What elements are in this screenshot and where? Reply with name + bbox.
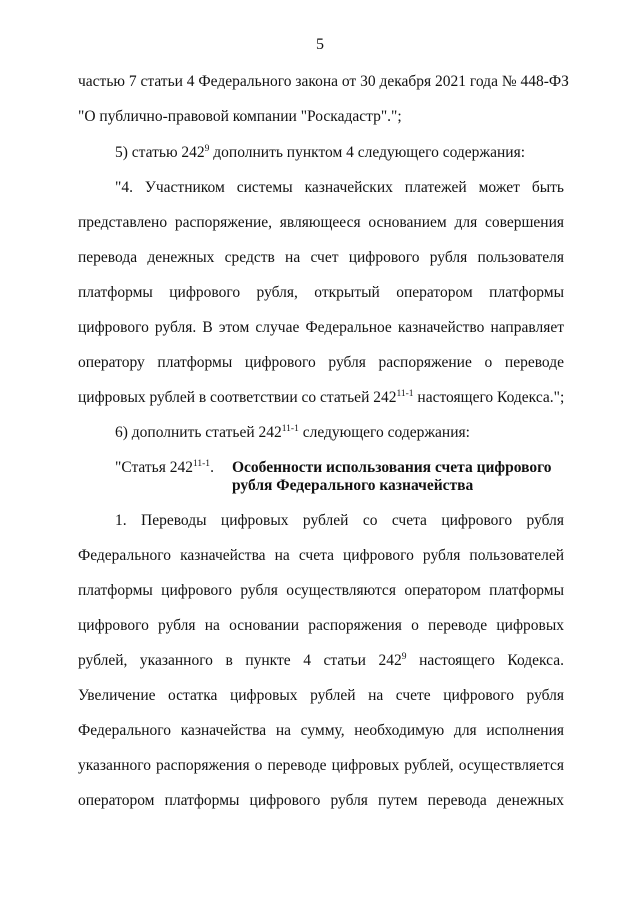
article-title: рубля Федерального казначейства xyxy=(232,477,474,494)
text-line: оператору платформы цифрового рубля распоряжение о переводе xyxy=(78,354,564,371)
text-line: "О публично-правовой компании "Роскадастр"."; xyxy=(78,108,402,125)
text-line: "4. Участником системы казначейских платежей может быть xyxy=(115,179,564,196)
article-label: "Статья 242$^{11-1}$. xyxy=(115,459,214,476)
text-line: платформы цифрового рубля осуществляются оператором платформы xyxy=(78,582,564,599)
text-line: Федерального казначейства на сумму, необходимую для исполнения xyxy=(78,722,564,739)
text-line: цифровых рублей в соответствии со статьей 242$^{11-1}$ настоящего Кодекса."; xyxy=(78,389,565,406)
article-title: Особенности использования счета цифрового xyxy=(232,459,552,476)
text-line: 1. Переводы цифровых рублей со счета цифрового рубля xyxy=(115,512,564,529)
text-line: цифрового рубля. В этом случае Федеральное казначейство направляет xyxy=(78,319,564,336)
text-line: цифрового рубля на основании распоряжения о переводе цифровых xyxy=(78,617,564,634)
text-line: рублей, указанного в пункте 4 статьи $242^9$ настоящего Кодекса. xyxy=(78,652,564,669)
text-line: перевода денежных средств на счет цифрового рубля пользователя xyxy=(78,249,564,266)
text-line: частью 7 статьи 4 Федерального закона от 30 декабря 2021 года № 448-ФЗ xyxy=(78,73,569,90)
text-line: 6) дополнить статьей 242$^{11-1}$ следующего содержания: xyxy=(115,424,470,441)
text-line: указанного распоряжения о переводе цифровых рублей, осуществляется xyxy=(78,757,564,774)
text-line: Увеличение остатка цифровых рублей на счете цифрового рубля xyxy=(78,687,564,704)
text-line: оператором платформы цифрового рубля путем перевода денежных xyxy=(78,792,564,809)
text-line: представлено распоряжение, являющееся основанием для совершения xyxy=(78,214,564,231)
text-line: Федерального казначейства на счета цифрового рубля пользователей xyxy=(78,547,564,564)
page-number: 5 xyxy=(316,36,324,53)
text-line: 5) статью $242^9$ дополнить пунктом 4 следующего содержания: xyxy=(115,144,526,161)
text-line: платформы цифрового рубля, открытый оператором платформы xyxy=(78,284,564,301)
